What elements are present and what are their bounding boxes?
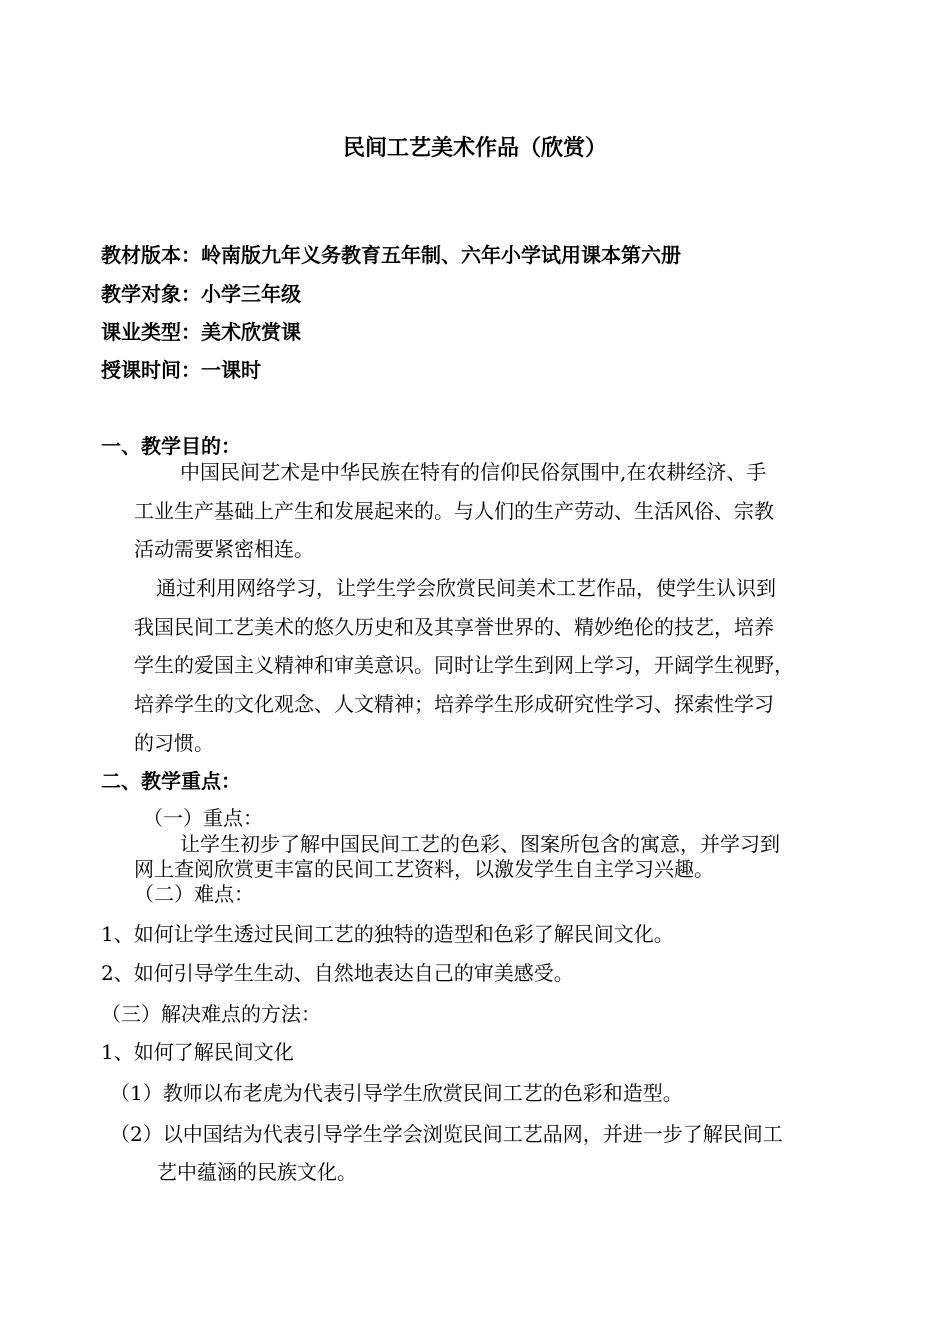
section-heading-key-points: 二、教学重点：	[101, 769, 241, 793]
list-item: 1、如何让学生透过民间工艺的独特的造型和色彩了解民间文化。	[101, 922, 674, 946]
paragraph-line: 让学生初步了解中国民间工艺的色彩、图案所包含的寓意，并学习到	[180, 832, 780, 856]
meta-audience: 教学对象：小学三年级	[101, 282, 301, 306]
paragraph-line: 活动需要紧密相连。	[134, 537, 314, 561]
meta-edition: 教材版本：岭南版九年义务教育五年制、六年小学试用课本第六册	[101, 243, 681, 267]
list-item: 2、如何引导学生生动、自然地表达自己的审美感受。	[101, 961, 574, 985]
paragraph-line: 我国民间工艺美术的悠久历史和及其享誉世界的、精妙绝伦的技艺，培养	[134, 615, 774, 639]
subheading-key: （一）重点：	[143, 806, 263, 830]
paragraph-line: 网上查阅欣赏更丰富的民间工艺资料，以激发学生自主学习兴趣。	[134, 857, 714, 881]
document-title: 民间工艺美术作品（欣赏）	[342, 135, 607, 161]
paragraph-line: 工业生产基础上产生和发展起来的。与人们的生产劳动、生活风俗、宗教	[134, 499, 774, 523]
paragraph-line: 学生的爱国主义精神和审美意识。同时让学生到网上学习，开阔学生视野，	[134, 653, 794, 677]
list-item: （2）以中国结为代表引导学生学会浏览民间工艺品网，并进一步了解民间工	[110, 1122, 783, 1146]
paragraph-line: 通过利用网络学习，让学生学会欣赏民间美术工艺作品，使学生认识到	[156, 576, 776, 600]
paragraph-line: 中国民间艺术是中华民族在特有的信仰民俗氛围中,在农耕经济、手	[180, 460, 767, 484]
meta-lesson-type: 课业类型：美术欣赏课	[101, 320, 301, 344]
list-item-continuation: 艺中蕴涵的民族文化。	[157, 1160, 357, 1184]
paragraph-line: 培养学生的文化观念、人文精神；培养学生形成研究性学习、探索性学习	[134, 692, 774, 716]
paragraph-line: 的习惯。	[134, 731, 214, 755]
meta-duration: 授课时间：一课时	[101, 358, 261, 382]
list-item: 1、如何了解民间文化	[101, 1040, 294, 1064]
list-item: （1）教师以布老虎为代表引导学生欣赏民间工艺的色彩和造型。	[110, 1081, 683, 1105]
section-heading-goals: 一、教学目的：	[101, 434, 241, 458]
subheading-methods: （三）解决难点的方法：	[101, 1002, 321, 1026]
subheading-difficulty: （二）难点：	[134, 882, 254, 906]
